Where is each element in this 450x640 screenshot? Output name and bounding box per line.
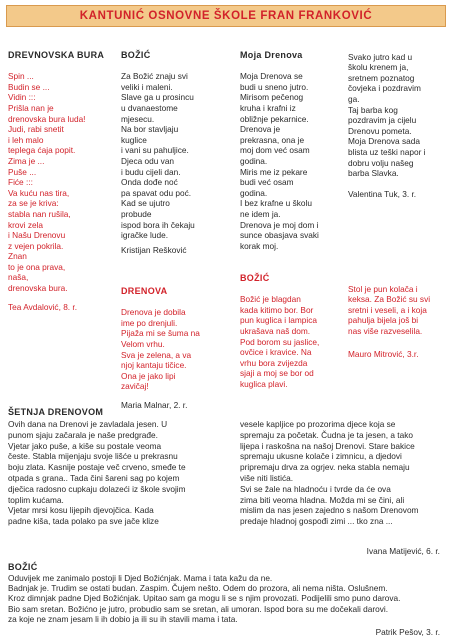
poem-bozic-1 (121, 39, 233, 266)
poem-bozic-2 (240, 262, 345, 390)
poem-body: Božić je blagdan kada kitimo bor. Bor pun kuglica i lampica ukrašava naš dom. Pod borom su jaslice, ovčice i kravice. Na vrhu bora zvijezda sjaji a moj se bor od kuglica plavi. (240, 294, 320, 389)
poem-body: Svako jutro kad u školu krenem ja, sretnem poznatog čovjeka i pozdravim ga. Taj barba kog pozdravim ja cijelu Drenovu pometa. Moja Drenova sada blista uz teški napor i dobru volju našeg barba Slavka. (348, 51, 426, 179)
poem-author: Maria Malnar, 2. r. (121, 399, 188, 410)
poem-title: DRENOVA (121, 285, 168, 296)
story-setnja-right: vesele kapljice po prozorima djece koja se spremaju za početak. Čudna je ta jesen, a tako lijepa i raskošna na našoj Drenovi. Stare bakice spremaju ukusne kolače i zimnicu, a djedovi pripremaju drva za ogrjev. neka stabla nemaju više niti listića. Svi se žale na hladnoću i tvrde da će ova zima biti veoma hladna. Možda mi se čini, ali mislim da nas jesen zajedno s našom Drenovom predaje hladnoj gospođi zimi ... tko zna ... (240, 419, 419, 527)
poem-author: Kristijan Rešković (121, 244, 187, 255)
poem-author: Valentina Tuk, 3. r. (348, 188, 417, 199)
story-title-setnja: ŠETNJA DRENOVOM (8, 407, 104, 417)
poem-body: Moja Drenova se budi u sneno jutro. Mirisom pečenog kruha i krafni iz obližnje pekarnice. Drenova je prekrasna, ona je moj dom već osam godina. Miris me iz pekare budi već osam godina. I bez krafne u školu ne idem ja. Drenova je moj dom i sunce obasjava svaki korak moj. (240, 71, 319, 251)
poem-moja-drenova (240, 39, 345, 251)
poem-body: Drenova je dobila ime po drenjuli. Pijaža mi se šuma na Velom vrhu. Sva je zelena, a va njoj kantaju tičice. Ona je jako lipi zavičaj! (121, 307, 200, 392)
poem-title: Moja Drenova (240, 49, 303, 60)
poem-title: BOŽIĆ (240, 272, 270, 283)
poem-title: BOŽIĆ (121, 49, 151, 60)
poem-author: Tea Avdalović, 8. r. (8, 301, 78, 312)
story-author: Patrik Pešov, 3. r. (375, 627, 440, 637)
newsletter-banner (6, 5, 446, 27)
poem-drenovska-bura (8, 39, 114, 323)
poem-body: Za Božić znaju svi veliki i maleni. Slave ga u prosincu u dvanaestome mjesecu. Na bor stavljaju kuglice i vani su pahuljice. Djeca odu van i budu cijeli dan. Onda dođe noć pa spavat odu poć. Kad se ujutro probude ispod bora ih čekaju igračke lude. (121, 71, 195, 241)
story-title-bozic: BOŽIĆ (8, 562, 38, 572)
poem-body: Spin ... Budin se ... Vidin ::: Prišla nan je drenovska bura luda! Judi, rabi snetit i leh malo teplega ćaja popit. Zima je ... Puše ... Fiće ::: Va kuću nas tira, za se je kriva: stabla nan rušila, krovi zela i Našu Drenovu z vejen pokrila. Znan to je ona prava, naša, drenovska bura. (8, 71, 86, 294)
story-author: Ivana Matijević, 6. r. (366, 546, 440, 556)
banner-title: KANTUNIĆ OSNOVNE ŠKOLE FRAN FRANKOVIĆ (79, 10, 373, 22)
poem-svako-jutro (348, 41, 448, 210)
poem-body: Stol je pun kolača i keksa. Za Božić su svi sretni i veseli, a i koja pahulja bijela još bi nas više razveselila. (348, 283, 431, 336)
poem-title: DREVNOVSKA BURA (8, 49, 105, 60)
story-setnja-left: Ovih dana na Drenovi je zavladala jesen. U punom sjaju začarala je naše predgrađe. Vjetar jako puše, a kiše su postale veoma česte. Stabla mijenjaju svoje lišće u prekrasnu boju zlata. Kasnije postaje več crveno, smeđe te otpada s grana.. Tada čini šareni sag po kojem dječica radosno cupkaju dolazeći iz škole svojim toplim kućama. Vjetar mrsi kosu lijepih djevojčica. Kada padne kiša, tada polako pa sve jače klize (8, 419, 186, 527)
poem-drenova (121, 275, 233, 421)
story-bozic-body: Oduvijek me zanimalo postoji li Djed Božićnjak. Mama i tata kažu da ne. Badnjak je. Trudim se ostati budan. Zaspim. Čujem nešto. Odem do prozora, ali nema ništa. Oslušnem. Kroz dimnjak padne Djed Božićnjak. Upitao sam ga mogu li se s njim provozati. Podijelili smo puno darova. Bio sam sretan. Božićno je jutro, probudio sam se sretan, ali umoran. Ispod bora su me dočekali darovi. za koje ne znam jesam li ih dobio ja ili su ih stavili mama i tata. (8, 573, 401, 624)
poem-author: Mauro Mitrović, 3.r. (348, 348, 419, 359)
poem-stol (348, 273, 448, 370)
